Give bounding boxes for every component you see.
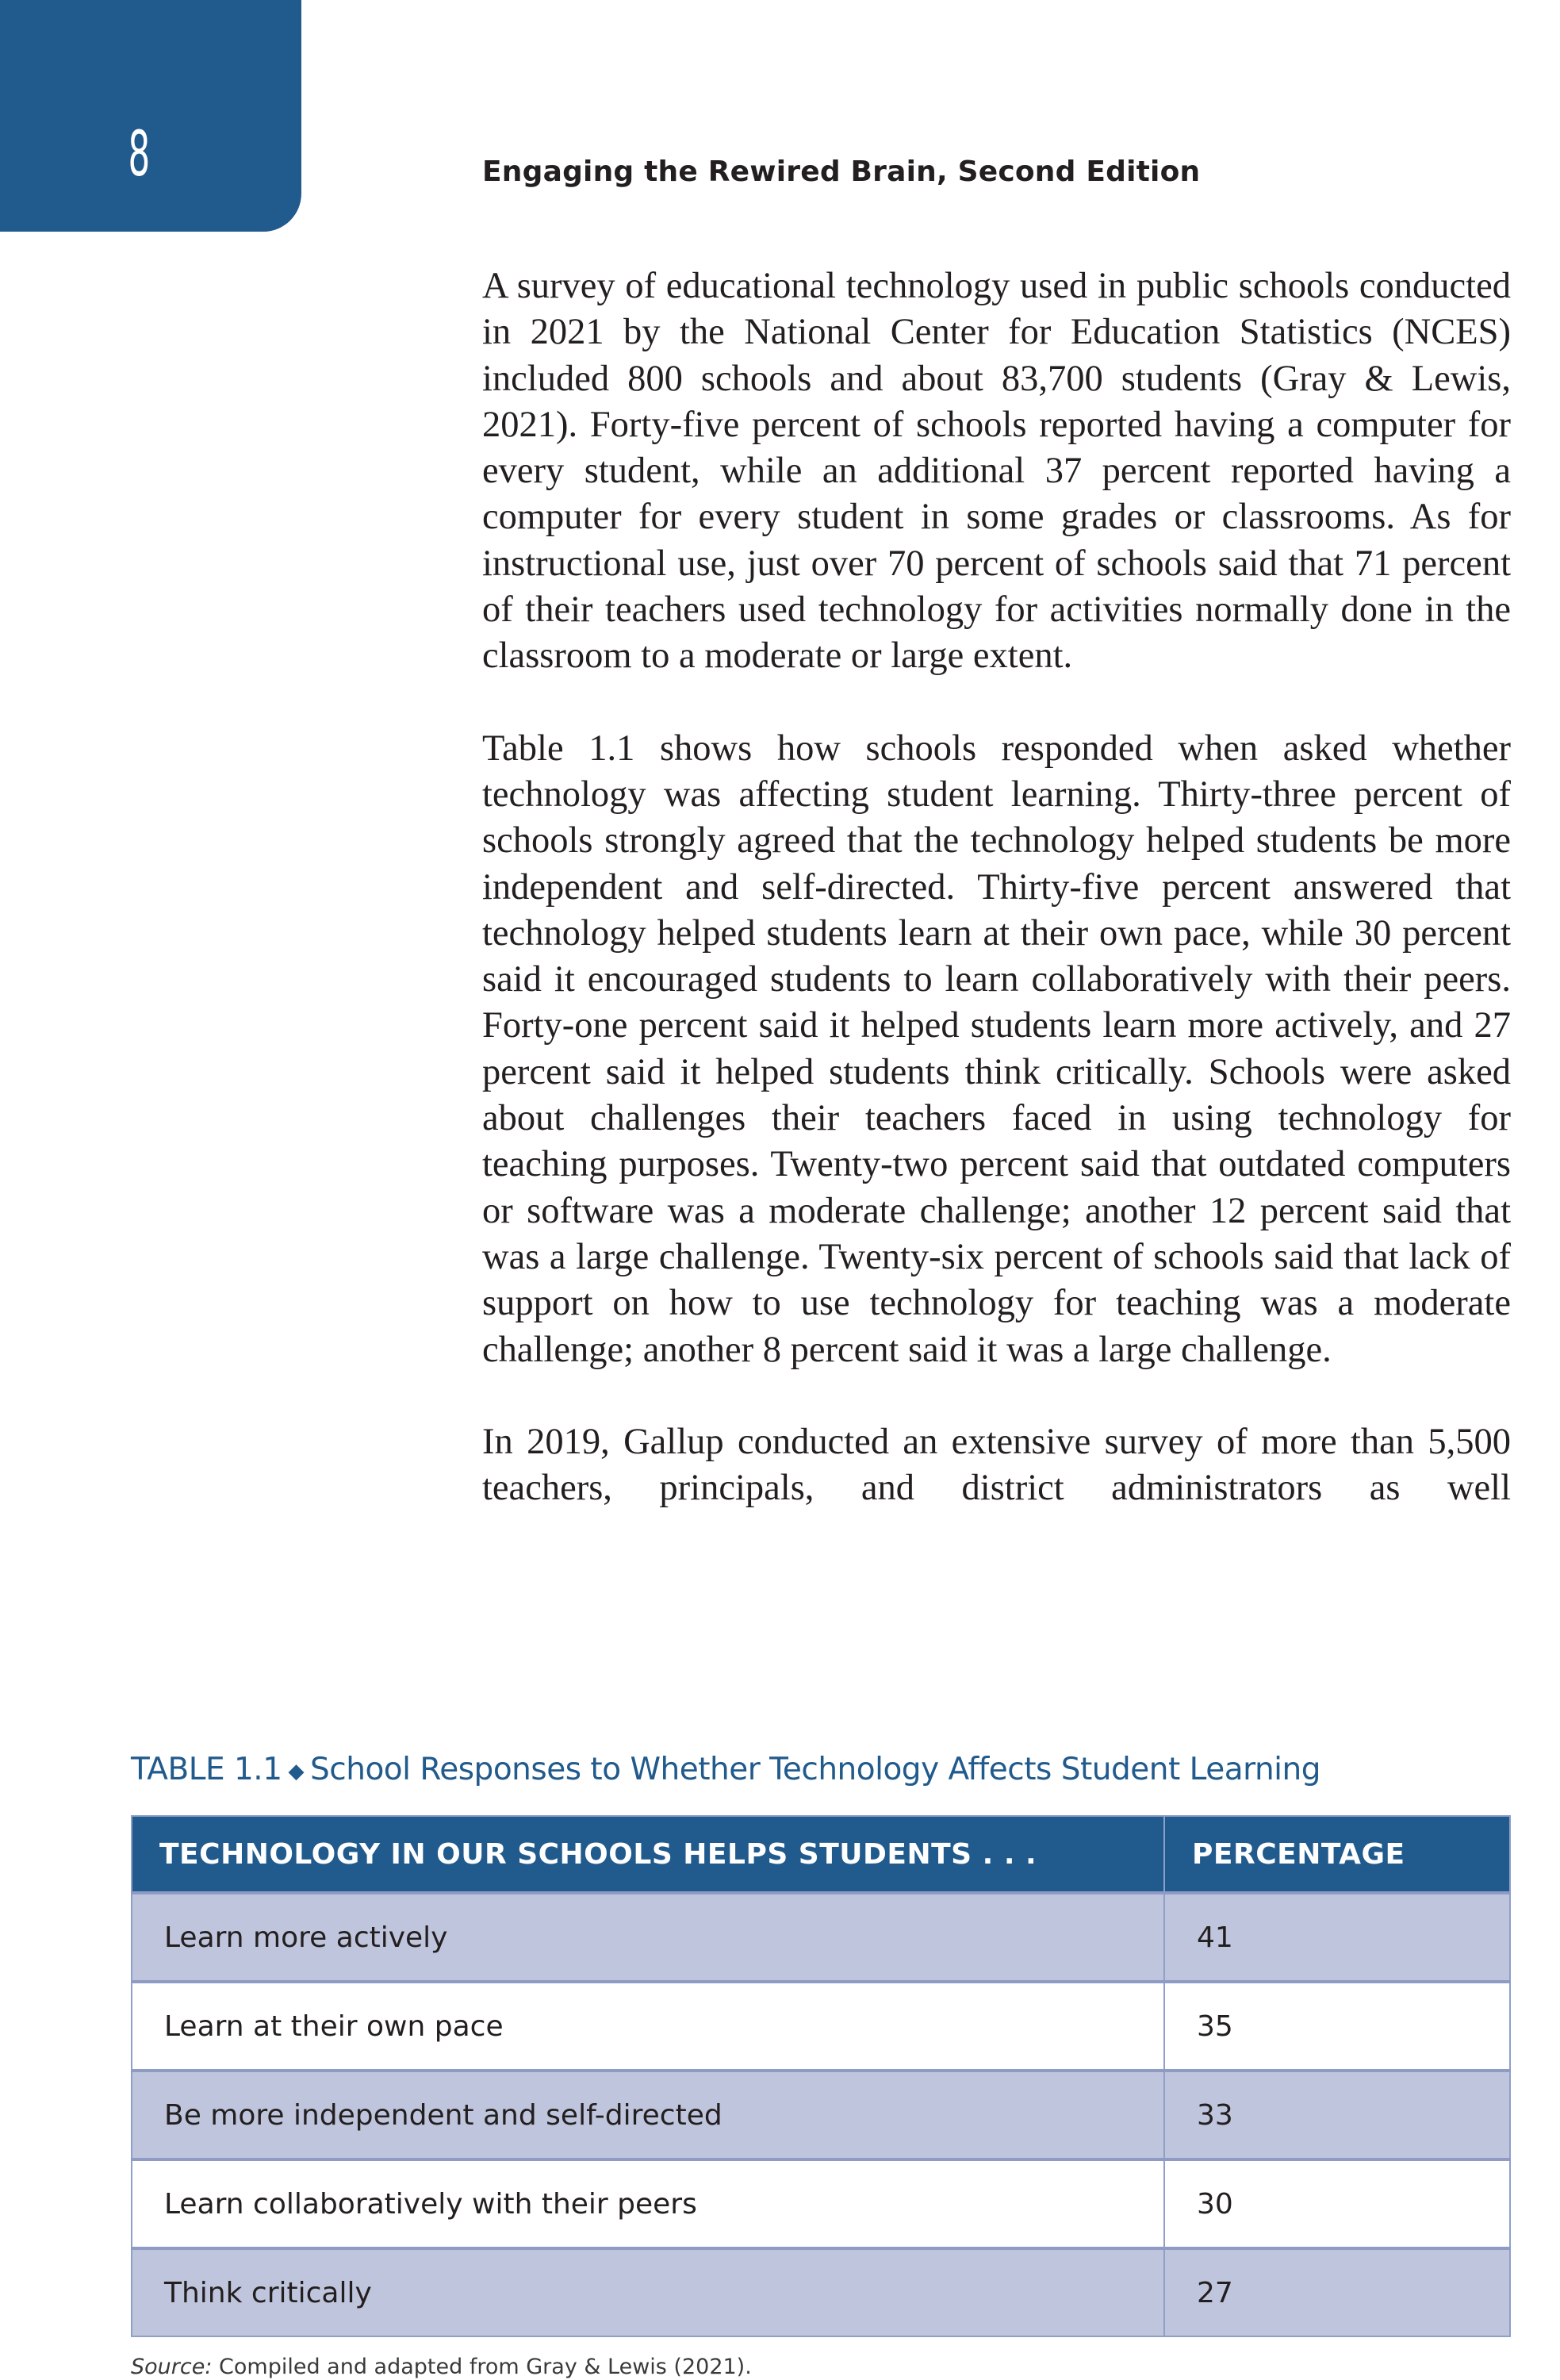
table-row [132,2071,1510,2159]
row-percentage: 35 [1164,1982,1510,2071]
diamond-icon: ◆ [288,1759,305,1783]
table-row [132,2159,1510,2248]
table-label: TABLE 1.1 [131,1752,282,1787]
table-header-row [132,1816,1510,1893]
column-header-percentage: PERCENTAGE [1164,1816,1510,1893]
row-item: Think critically [132,2248,1164,2336]
row-percentage: 33 [1164,2071,1510,2159]
page-number-tab [0,0,301,232]
page-number: 8 [128,119,151,190]
table-caption [131,1752,1320,1787]
source-label: Source: [131,2355,213,2379]
paragraph: Table 1.1 shows how schools responded when asked whether technology was affecting student learning. Thirty-three percent of schools strongly agreed that the technology helped students be more independent and self-directed. Thirty-five percent answered that technology helped students learn at their own pace, while 30 percent said it encouraged students to learn collaboratively with their peers. Forty-one percent said it helped students learn more actively, and 27 percent said it helped students think critically. Schools were asked about challenges their teachers faced in using technology for teaching purposes. Twenty-two percent said that outdated computers or software was a moderate challenge; another 12 percent said that was a large challenge. Twenty-six percent of schools said that lack of support on how to use technology for teaching was a moderate challenge; another 8 percent said it was a large challenge. [482,727,1511,1370]
table-row [132,1982,1510,2071]
paragraph: In 2019, Gallup conducted an extensive survey of more than 5,500 teachers, principals, and district administrators as well [482,1421,1511,1509]
running-head: Engaging the Rewired Brain, Second Edition [482,155,1201,188]
table-title: School Responses to Whether Technology Affects Student Learning [310,1752,1320,1787]
row-percentage: 30 [1164,2159,1510,2248]
row-item: Learn at their own pace [132,1982,1164,2071]
body-text [482,263,1511,1557]
row-percentage: 41 [1164,1893,1510,1982]
paragraph: A survey of educational technology used in public schools conducted in 2021 by the National Center for Education Statistics (NCES) included 800 schools and about 83,700 students (Gray & Lewis, 2021). Forty-five percent of schools reported having a computer for every student, while an additional 37 percent reported having a computer for every student in some grades or classrooms. As for instructional use, just over 70 percent of schools said that 71 percent of their teachers used technology for activities normally done in the classroom to a moderate or large extent. [482,266,1511,677]
table-source [131,2355,752,2379]
column-header-item: TECHNOLOGY IN OUR SCHOOLS HELPS STUDENTS . . . [132,1816,1164,1893]
row-item: Be more independent and self-directed [132,2071,1164,2159]
responses-table [131,1815,1511,2337]
row-percentage: 27 [1164,2248,1510,2336]
table-row [132,2248,1510,2336]
source-text: Compiled and adapted from Gray & Lewis (2021). [212,2355,752,2379]
row-item: Learn collaboratively with their peers [132,2159,1164,2248]
table-row [132,1893,1510,1982]
row-item: Learn more actively [132,1893,1164,1982]
